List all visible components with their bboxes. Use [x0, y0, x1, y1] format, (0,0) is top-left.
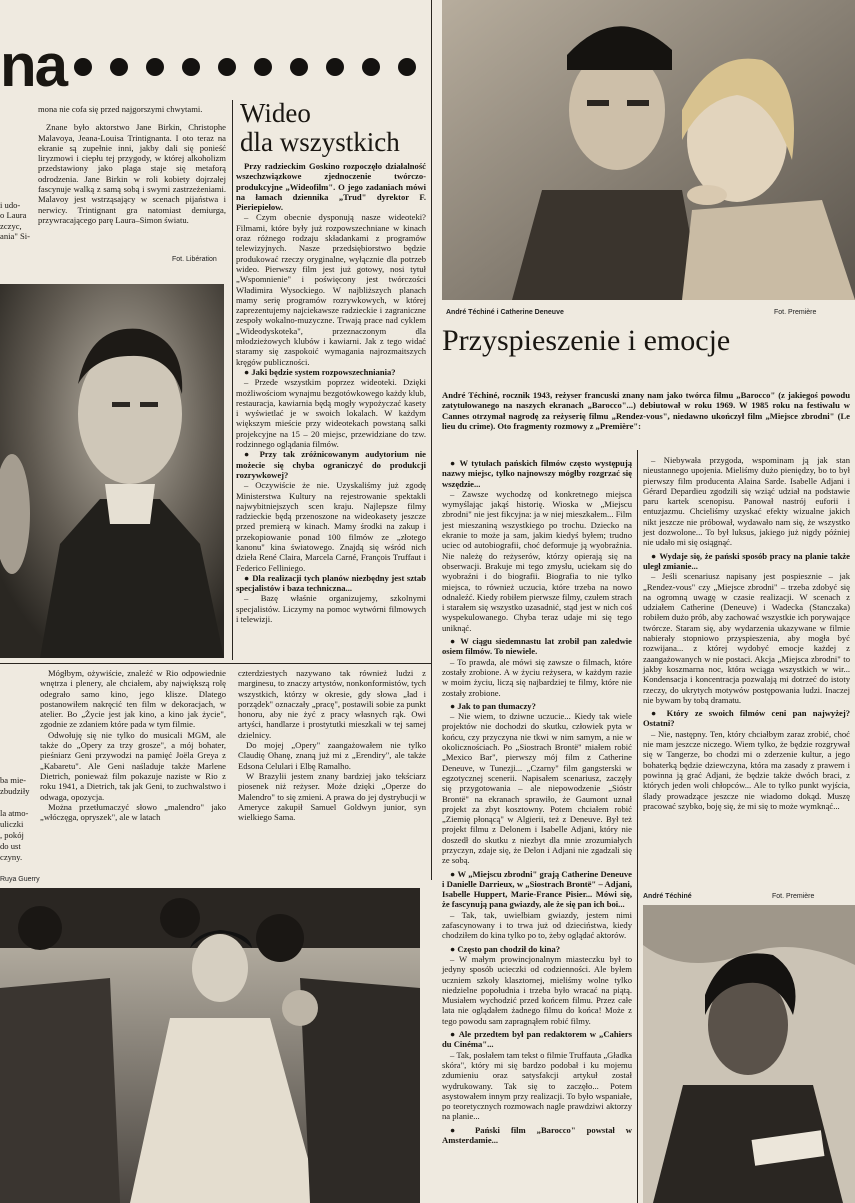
header-dot: [182, 58, 200, 76]
photo-credit-liberation: Fot. Libération: [172, 256, 217, 263]
edge-fragment: czyny.: [0, 852, 23, 862]
lower-para: Do mojej „Opery" zaangażowałem nie tylko Claudię Ohanę, znaną już mi z „Erendiry", ale także Edsona Celulari i Elbę Ramalho.: [238, 740, 426, 771]
continuation-para: Znane było aktorstwo Jane Birkin, Christophe Malavoya, Jeana-Louisa Trintignanta. I oto teraz na ekranie są zupełnie inni, jakby dali się ponieść liryzmowi i ciepłu tej przygody, w której alkoholizm przedstawiony jako plaga staje się metaforą odrodzenia. Jane Birkin w roli kobiety dojrzałej fascynuje walką z samą sobą i swymi zastrzeżeniami. Malavoy jest wstrząsający w scenach pijaństwa i nerwicy. Trintignant gra natomiast demiurga, przywracającego parę Laura–Simon światu.: [38, 122, 226, 225]
wideo-title-line2: dla wszystkich: [240, 127, 400, 157]
lower-para: czterdziestych nazywano tak również ludzi z marginesu, to znaczy artystów, nonkonformistów, tych wszystkich, którzy w okresie, gdy słowa „ład i porządek" oznaczały „pracę", postawili sobie za punkt honoru, aby nie żyć z pracy własnych rąk. Owi artyści, handlarze i prostytutki mieszkali w tej samej dzielnicy.: [238, 668, 426, 740]
section-title-fragment: na: [0, 32, 67, 99]
techine-portrait-illustration: [643, 905, 855, 1203]
edge-fragment: i udo-: [0, 200, 21, 210]
interview-question: ● W „Miejscu zbrodni" grają Catherine Deneuve i Danielle Darrieux, w „Siostrach Brontë" – Adjani, Isabelle Huppert, Marie-France Pisier... Mówi się, że fascynują pana gwiazdy, ale że się pan ich boi...: [442, 868, 632, 910]
header-dot: [398, 58, 416, 76]
article-lead-text: André Téchiné, rocznik 1943, reżyser francuski znany nam jako twórca filmu „Barocco" (z jakiegoś powodu zatytułowanego na naszych ekranach „Barocco"...) debiutował w roku 1969. W 1985 roku na festiwalu w Cannes otrzymał nagrodę za reżyserię filmu „Rendez-vous", niedawno ukończył film „Miejsce zbrodni" (Le lieu du crime). Oto fragmenty rozmowy z „Première":: [442, 390, 850, 431]
article-continuation: [38, 104, 226, 225]
photo-caption-techine-deneuve: André Téchiné i Catherine Deneuve: [446, 309, 564, 316]
lower-col-a: [40, 668, 226, 822]
wideo-para: – Przede wszystkim poprzez wideoteki. Dzięki możliwościom wynajmu bezgotówkowego każdy klub, restauracja, kawiarnia będą mogły wypożyczać kasety i wyświetlać je w swoich lokalach. W każdym większym mieście przy wideotekach powstaną salki projekcyjne na 15 – 20 miejsc, przewidziane do tzw. rodzinnego oglądania filmów.: [236, 377, 426, 450]
header-dots: [74, 54, 424, 82]
photo-caption-techine: André Téchiné: [643, 893, 692, 900]
interview-question: ● Pański film „Barocco" powstał w Amsterdamie...: [442, 1124, 632, 1145]
wideo-para: – Oczywiście że nie. Uzyskaliśmy już zgodę Ministerstwa Kultury na rejestrowanie spektakli najwybitniejszych scen kraju. Najlepsze filmy radzieckie będą przenoszone na wideokasety jeszcze przed premierą w kinach. Mamy środki na zakup i przekopiowanie ponad 100 filmów ze „złotego kanonu" kina światowego. Znajdą się wśród nich dzieła René Claira, Marcela Carné, François Truffaut i Federico Felliniego.: [236, 480, 426, 573]
edge-fragment: zbudziły: [0, 786, 30, 796]
edge-fragment: la atmo-: [0, 808, 29, 818]
interview-answer: – W małym prowincjonalnym miasteczku był to jedyny sposób ucieczki od codzienności. Ale byłem uczniem szkoły klasztornej, mieliśmy wolne tylko niedzielne popołudnia i trzeba było wracać na piątą. Musiałem wychodzić przed końcem filmu. Przez całe lata nie oglądałem żadnego filmu do końca! Może z tego powodu sam zapragnąłem robić filmy.: [442, 953, 632, 1026]
dance-scene-photo: [0, 888, 420, 1203]
header-dot: [146, 58, 164, 76]
interview-answer: – Nie wiem, to dziwne uczucie... Kiedy tak wiele projektów nie dochodzi do skutku, człowiek pyta w końcu, czy przyczyna nie tkwi w nim samym, a nie w okolicznościach. Po „Siostrach Brontë" miałem robić „Mexico Bar", pierwszy mój film z Catherine Deneuve, w Tunezji... „Czarny" film gangsterski w egzotycznej scenerii. Napisałem scenariusz, zaczęły się przygotowania – ale niepowodzenie „Sióstr Brontë" na ekranach sprawiło, że Gaumont uznał projekt za zbyt kosztowny. Potem chciałem robić „Ziemię płonącą" w Algierii, też z Deneuve. Był też projekt filmu z Delonem i Isabelle Adjani, który nie doszedł do skutku z niezbyt dla mnie zrozumiałych przyczyn, zdaje się, że Delon i Adjani nie zgadzali się ze sobą.: [442, 711, 632, 866]
wideo-box: [236, 100, 426, 660]
wideo-para: – Bazę właśnie organizujemy, szkolnymi specjalistów. Liczymy na pomoc wytwórni filmowych i telewizji.: [236, 593, 426, 625]
column-rule: [431, 0, 432, 880]
header-dot: [362, 58, 380, 76]
lower-para: Odwołuję się nie tylko do musicali MGM, ale także do „Opery za trzy grosze", a mój bohater, pieśniarz Geni przywodzi na pamięć Joëla Greya z „Kabaretu". Ale Geni naśladuje także Marlene Dietrich, ponieważ film pokazuje naziste w Rio z roku 1941, a Dietrich, tak jak Geni, to zuchwalstwo i odwaga, opozycja.: [40, 729, 226, 802]
interview-question: ● Jak to pan tłumaczy?: [450, 700, 536, 711]
edge-fragment: do ust: [0, 841, 21, 851]
edge-fragment: zczyc,: [0, 220, 22, 231]
interview-question: ● Ale przedtem był pan redaktorem w „Cahiers du Cinéma"...: [442, 1029, 632, 1050]
photo-credit-premiere: Fot. Première: [774, 309, 817, 316]
article-title: Przyspieszenie i emocje: [442, 324, 731, 357]
article-col-2: [643, 455, 850, 811]
wideo-question: ● Przy tak zróżnicowanym audytorium nie możecie się chyba ograniczyć do produkcji rozrywkowej?: [236, 449, 426, 480]
lower-para: Można przetłumaczyć słowo „malendro" jako „włóczęga, opryszek", ale w latach: [40, 801, 226, 823]
interview-answer: – Zawsze wychodzę od konkretnego miejsca wymyślając jakąś historię. Wioska w „Miejscu zbrodni" nie jest fikcyjna: ja w niej mieszkałem... Film jest mieszaniną wszystkiego po trochu. Dziecko na ekranie to może ja sam, jakim kiedyś byłem; trudno uciec od autobiografii, choć deformuje ją wyobraźnia. Nie należę do reżyserów, którzy opierają się na obserwacji. Brakuje mi tego zmysłu, uciekam się do wyobraźni i do biografii. Biografia to nie tylko miejsca, to również uczucia, które trzeba na nowo odnaleźć. Kiedy robiłem pierwsze filmy, czułem strach i starałem się wszystko uzasadnić, stąd jest w nich coś wyspekulowanego. Chyba teraz udaje mi się tego uniknąć.: [442, 488, 632, 633]
header-dot: [110, 58, 128, 76]
edge-fragment: , pokój: [0, 830, 24, 840]
wideo-para: – Czym obecnie dysponują nasze wideoteki? Filmami, które były już rozpowszechniane w kinach oraz różnego rodzaju składankami z programów telewizyjnych. Nasze przedsiębiorstwo będzie produkować rzeczy oryginalne, wyłącznie dla potrzeb wideo. Pierwszy film jest już gotowy, nosi tytuł „Wspomnienie" i poświęcony jest twórczości Władimira Wysockiego. W najbliższych planach mamy serię programów rozrywkowych, w której zaprezentujemy najciekawsze radzieckie i zagraniczne zespoły wokalno-muzyczne. Trwają prace nad cyklem „Wideodyskoteka", przeznaczonym dla młodzieżowych klubów i kawiarni. Jak z tego widać staramy się zaspokoić wymagania najrozmaitszych kręgów publiczności.: [236, 212, 426, 367]
continuation-para-1: mona nie cofa się przed najgorszymi chwytami.: [38, 104, 203, 114]
edge-fragment: ba mie-: [0, 775, 27, 785]
lower-para: Mógłbym, ożywiście, znaleźć w Rio odpowiednie wnętrza i plenery, ale chciałem, aby największą rolę odegrało samo kino, jego klisze. Dlatego postanowiłem nakręcić ten film w dekoracjach, w atelier. Bo „Życie jest jak kino, a kino jak życie", zgodnie ze zdaniem które pada w tym filmie.: [40, 668, 226, 730]
techine-deneuve-illustration: [442, 0, 855, 300]
portrait-photo: [0, 284, 224, 658]
column-rule: [232, 100, 233, 660]
techine-deneuve-photo: [442, 0, 855, 300]
interview-answer: – To prawda, ale mówi się zawsze o filmach, które zostały zrobione. A w życiu reżysera, w każdym razie w moim życiu, liczą się najbardziej te filmy, które nie zostały zrobione.: [442, 656, 632, 698]
wideo-title-line1: Wideo: [240, 98, 311, 128]
header-dot: [326, 58, 344, 76]
lower-col-b: [238, 668, 426, 822]
interview-question: ● Wydaje się, że pański sposób pracy na planie także uległ zmianie...: [643, 550, 850, 571]
wideo-lead: Przy radzieckim Goskino rozpoczęło działalność wszechzwiązkowe zjednoczenie twórczo-produkcyjne „Wideofilm". O jego zadaniach mówi na łamach dziennika „Trud" dyrektor F. Pieriepiełow.: [236, 161, 426, 213]
edge-fragments-left: [0, 200, 36, 241]
lower-para: W Brazylii jestem znany bardziej jako tekściarz piosenek niż reżyser. Może dzięki „Operze do Malendro" to się zmieni. A prawa do jej dystrybucji w Ameryce zakupił Samuel Goldwyn junior, syn wielkiego Sama.: [238, 770, 426, 823]
interview-question: ● Który ze swoich filmów ceni pan najwyżej? Ostatni?: [643, 708, 850, 729]
interview-question: ● W tytułach pańskich filmów często występują nazwy miejsc, tylko najnowszy mógłby rozgrzać się wszędzie...: [442, 458, 632, 489]
photo-credit-premiere-2: Fot. Première: [772, 893, 815, 900]
interview-answer: – Niebywała przygoda, wspominam ją jak stan nieustannego upojenia. Mieliśmy dużo pieniędzy, bo to był pierwszy film producenta Alaina Sarde. Isabelle Adjani i Gérard Depardieu zgodzili się wziąć udział na podstawie paru kartek scenopisu. Panował nastrój euforii i entuzjazmu. Chcieliśmy uzyskać efekty wizualne jakich nikt jeszcze nie próbował, wydawało nam się, że wszystko jest dozwolone... To był luksus, jakiego już nigdy później nie udało mi się osiągnąć.: [643, 455, 850, 548]
interview-answer: – Jeśli scenariusz napisany jest pospiesznie – jak „Rendez-vous" czy „Miejsce zbrodni" – trzeba zdobyć się na ogromną uwagę w czasie realizacji. W scenach z udziałem Catherine (Deneuve) i Wadecka (Stanczaka) robiłem dużo prób, aby zachować wszystkie ich porywające twórcze. Staram się, aby wydarzenia ukazywane w filmie nabierały stopniowo przyspieszenia, aby mogła być rozwijana... z której wydobyć emocje każdej z zaangażowanych w nie postaci. Akcja „Miejsca zbrodni" to jakby koszmarna noc, która wciąga wszystkich w wir... Kondensacja i koncentracja pozwalają mi dotrzeć do istoty rzeczy, do ukrytych motywów postępowania ludzi. Inaczej nie bywam by tobą dramatu.: [643, 571, 850, 705]
interview-answer: – Tak, posłałem tam tekst o filmie Truffauta „Gładka skóra", który mi się bardzo podobał i ku mojemu zdumieniu oraz satysfakcji artykuł został wydrukowany. Tak się to zaczęło... Potem asystowałem innym przy realizacji. To było wspaniałe, po teoretycznych rozmowach nagle prawdziwi aktorzy na planie...: [442, 1049, 632, 1122]
wideo-question: ● Jaki będzie system rozpowszechniania?: [244, 366, 396, 377]
article-lead: [442, 390, 850, 431]
column-rule: [637, 450, 638, 1203]
photo-credit-guerry: Ruya Guerry: [0, 876, 40, 883]
edge-fragment: o Laura: [0, 210, 27, 221]
wideo-question: ● Dla realizacji tych planów niezbędny jest sztab specjalistów i baza techniczna...: [236, 572, 426, 594]
header-dot: [254, 58, 272, 76]
interview-question: ● W ciągu siedemnastu lat zrobił pan zaledwie osiem filmów. To niewiele.: [442, 636, 632, 657]
interview-answer: – Nie, następny. Ten, który chciałbym zaraz zrobić, choć nie mam jeszcze niczego. Wiem tylko, że będzie rozgrywał się w Tangerze, bo chodzi mi o zderzenie kultur, a jego bohaterką będzie dziewczyna, która ma zasady z prawem i powinna ją grać Adjani, że będzie także dwóch braci, z których jeden woli chłopców... Ale to tylko punkt wyjścia, ślady prowadzące jeszcze nie wiadomo dokąd. Muszę pracować szybko, boję się, że mi się to może wymknąć...: [643, 728, 850, 811]
edge-fragment: uliczki: [0, 819, 24, 829]
header-dot: [290, 58, 308, 76]
interview-answer: – Tak, tak, uwielbiam gwiazdy, jestem nimi zafascynowany i to trwa już od dzieciństwa, kiedy chodziłem do kina tylko po to, żeby oglądać aktorów.: [442, 909, 632, 941]
horizontal-rule: [0, 663, 431, 664]
article-col-1: [442, 455, 632, 1145]
portrait-photo-illustration: [0, 284, 224, 658]
edge-fragment: ania" Si-: [0, 230, 30, 241]
techine-portrait-photo: [643, 905, 855, 1203]
header-dot: [74, 58, 92, 76]
dance-scene-illustration: [0, 888, 420, 1203]
interview-question: ● Często pan chodził do kina?: [450, 943, 561, 954]
edge-fragments-lower: [0, 775, 36, 863]
header-dot: [218, 58, 236, 76]
